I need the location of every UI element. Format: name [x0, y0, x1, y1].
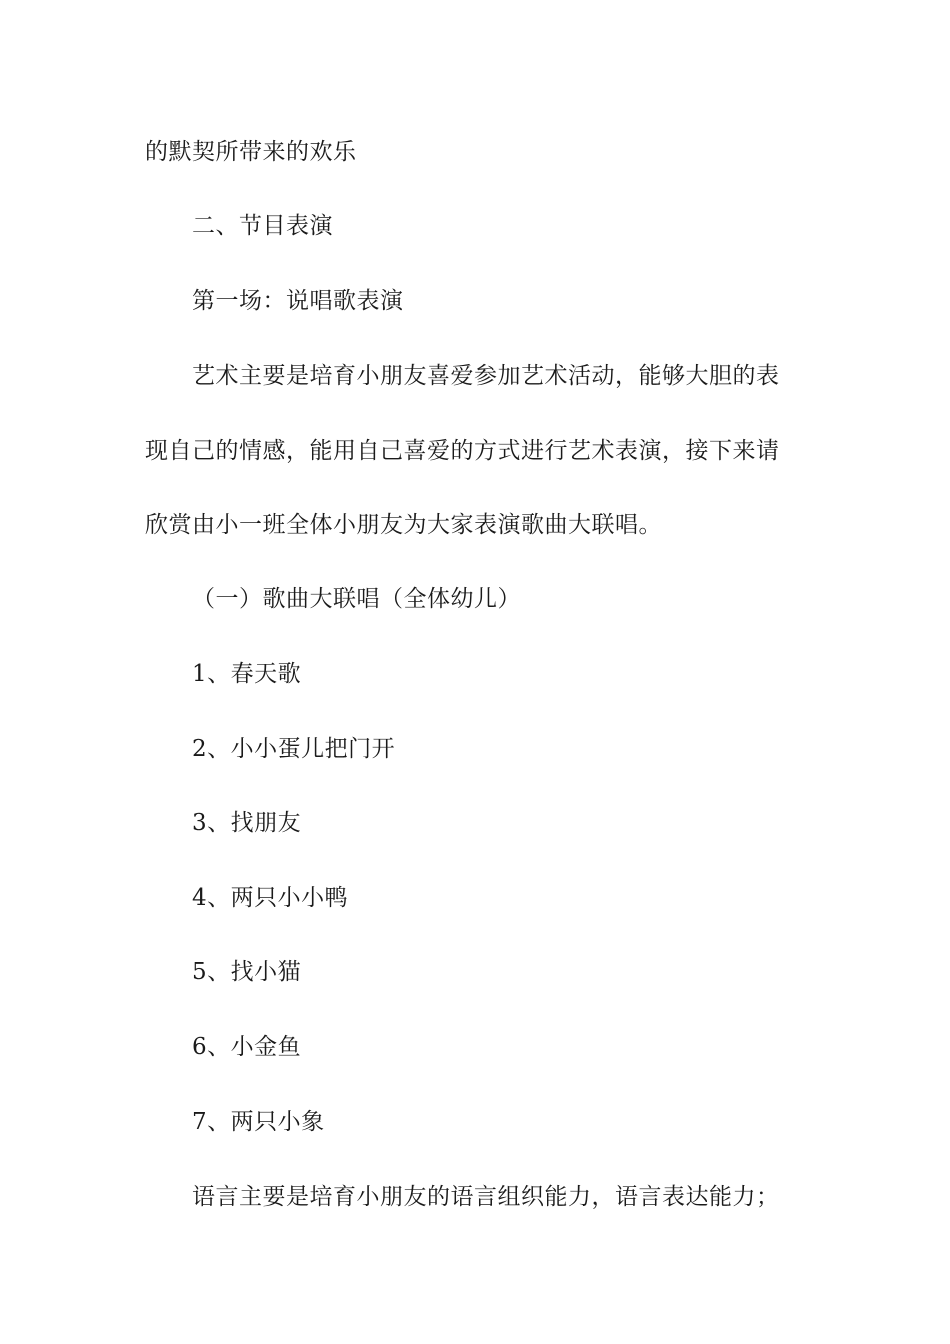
- paragraph-line: 欣赏由小一班全体小朋友为大家表演歌曲大联唱。: [145, 512, 662, 538]
- paragraph-continuation: 的默契所带来的欢乐: [145, 139, 357, 165]
- list-item: 1、春天歌: [192, 661, 302, 687]
- paragraph-line: 艺术主要是培育小朋友喜爱参加艺术活动，能够大胆的表: [192, 363, 780, 389]
- paragraph-line: 现自己的情感，能用自己喜爱的方式进行艺术表演，接下来请: [145, 438, 780, 464]
- subsection-heading: 第一场：说唱歌表演: [192, 288, 404, 314]
- list-item: 6、小金鱼: [192, 1034, 302, 1060]
- section-heading: 二、节目表演: [192, 213, 333, 239]
- paragraph-line: 语言主要是培育小朋友的语言组织能力，语言表达能力；: [192, 1184, 780, 1210]
- list-item: 4、两只小小鸭: [192, 885, 349, 911]
- list-item: 3、找朋友: [192, 810, 302, 836]
- list-heading: （一）歌曲大联唱（全体幼儿）: [192, 586, 521, 612]
- list-item: 7、两只小象: [192, 1109, 325, 1135]
- list-item: 2、小小蛋儿把门开: [192, 736, 396, 762]
- list-item: 5、找小猫: [192, 959, 302, 985]
